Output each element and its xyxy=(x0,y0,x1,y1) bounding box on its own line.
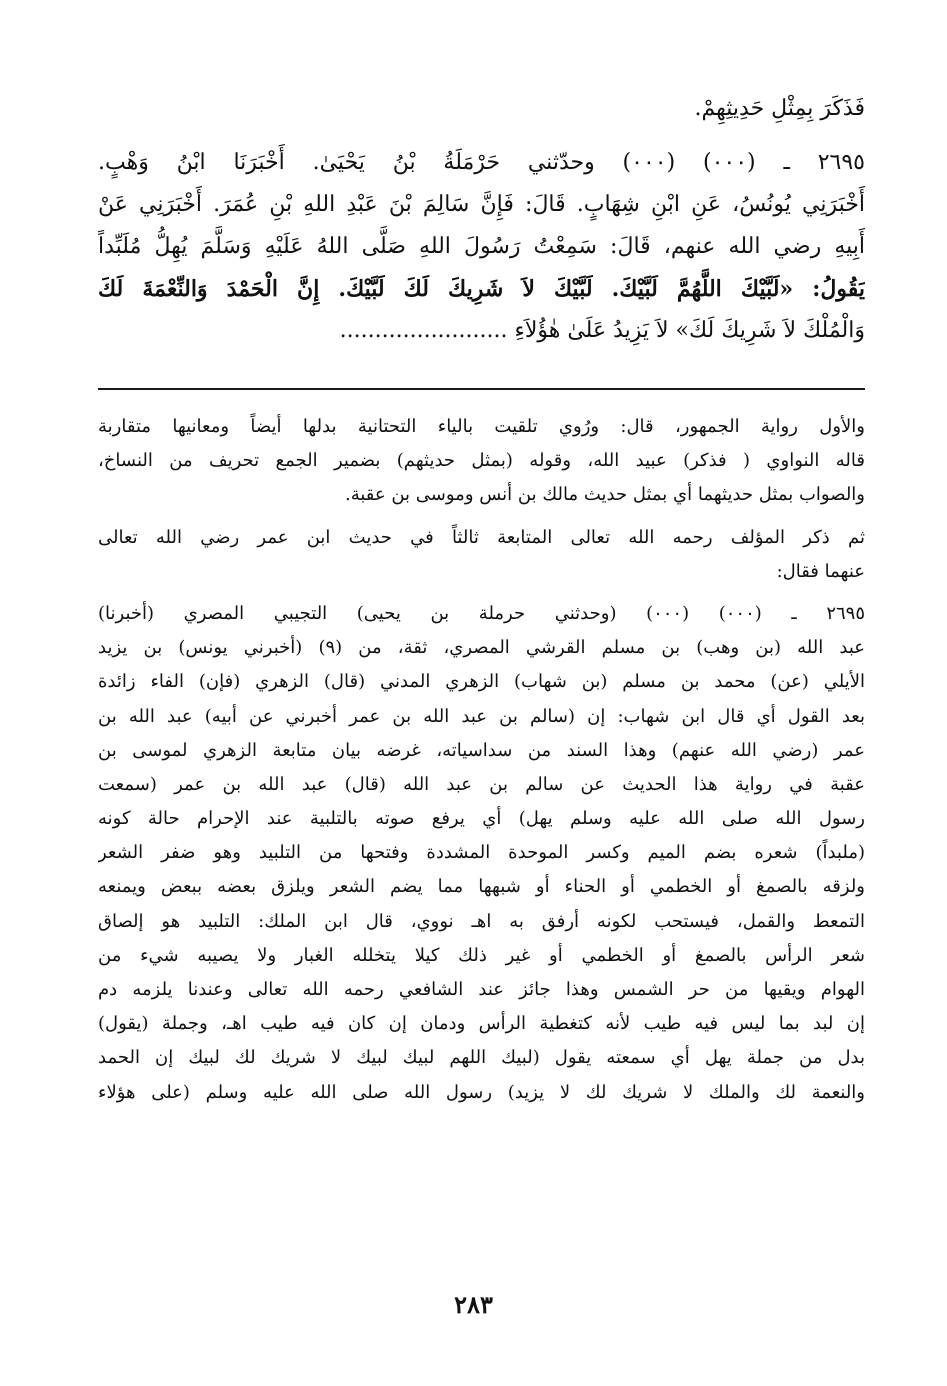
commentary-line: والأول رواية الجمهور، قال: ورُوي تلقيت بالياء التحتانية بدلها أيضاً ومعانيها متقاربة xyxy=(98,416,865,437)
commentary-line: الأيلي (عن) محمد بن مسلم (بن شهاب) الزهري المدني (قال) الزهري (فإن) الفاء زائدة xyxy=(98,671,865,693)
hadith-line: أَخْبَرَنِي يُونُسُ، عَنِ ابْنِ شِهَابٍ. قَالَ: فَإِنَّ سَالِمَ بْنَ عَبْدِ اللهِ بْنِ عُمَرَ. أَخْبَرَنِي عَنْ xyxy=(98,192,865,217)
commentary-line: رسول الله صلى الله عليه وسلم يهل) أي يرفع صوته بالتلبية عند الإحرام حالة كونه xyxy=(98,808,865,830)
hadith-line: أَبِيهِ رضي الله عنهم، قَالَ: سَمِعْتُ رَسُولَ اللهِ صَلَّى اللهُ عَلَيْهِ وَسَلَّمَ يُهِلُّ مُلَبِّداً xyxy=(98,234,865,259)
hadith-block xyxy=(98,142,865,352)
commentary-line: عمر (رضي الله عنهم) وهذا السند من سداسياته، غرضه بيان متابعة الزهري لموسى بن xyxy=(98,739,865,761)
hadith-line: وَالْمُلْكَ لاَ شَرِيكَ لَكَ» لاَ يَزِيدُ عَلَىٰ هٰؤُلاَءِ ........................ xyxy=(339,318,865,343)
commentary-line: ٢٦٩٥ ـ (٠٠٠) (٠٠٠) (وحدثني حرملة بن يحيى) التجيبي المصري (أخبرنا) xyxy=(98,602,865,624)
intro-line: فَذَكَرَ بِمِثْلِ حَدِيثِهِمْ. xyxy=(694,96,865,121)
commentary-line: عقبة في رواية هذا الحديث عن سالم بن عبد الله (قال) عبد الله بن عمر (سمعت xyxy=(98,773,865,795)
section-divider xyxy=(98,388,865,390)
commentary-line: والصواب بمثل حديثهما أي بمثل حديث مالك بن أنس وموسى بن عقبة. xyxy=(344,484,865,506)
commentary-line: التمعط والقمل، فيستحب لكونه أرفق به اهـ نووي، قال ابن الملك: التلبيد هو إلصاق xyxy=(98,910,865,932)
hadith-line: يَقُولُ: «لَبَّيْكَ اللَّهُمَّ لَبَّيْكَ. لَبَّيْكَ لاَ شَرِيكَ لَكَ لَبَّيْكَ. إِنَّ الْحَمْدَ وَالنِّعْمَةَ لَكَ xyxy=(98,276,865,302)
commentary-line: عبد الله (بن وهب) بن مسلم القرشي المصري، ثقة، من (٩) (أخبرني يونس) بن يزيد xyxy=(98,637,865,659)
commentary-line: عنهما فقال: xyxy=(776,560,865,582)
commentary-line: والنعمة لك والملك لا شريك لك لا يزيد) رسول الله صلى الله عليه وسلم (على هؤلاء xyxy=(98,1081,865,1103)
commentary-line: شعر الرأس بالصمغ أو الخطمي أو غير ذلك كيلا يتخلله الغبار ولا يصيبه شيء من xyxy=(98,944,865,966)
hadith-line: ٢٦٩٥ ـ (٠٠٠) (٠٠٠) وحدّثني حَرْمَلَةُ بْنُ يَحْيَىٰ. أَخْبَرَنَا ابْنُ وَهْبٍ. xyxy=(98,150,865,175)
commentary-line: ولزقه بالصمغ أو الخطمي أو الحناء أو شبهها مما يضم الشعر ويلزق بعضه ببعض ويمنعه xyxy=(98,876,865,898)
book-page xyxy=(98,88,865,1110)
commentary-line: الهوام ويقيها من حر الشمس وهذا جائز عند الشافعي رحمه الله تعالى وعندنا يلزمه دم xyxy=(98,979,865,1000)
commentary-line: بدل من جملة يهل أي سمعته يقول (لبيك اللهم لبيك لبيك لا شريك لك لبيك إن الحمد xyxy=(98,1047,865,1069)
commentary-line: ثم ذكر المؤلف رحمه الله تعالى المتابعة ثالثاً في حديث ابن عمر رضي الله تعالى xyxy=(98,526,865,548)
commentary-section xyxy=(98,410,865,1110)
commentary-line: قاله النواوي ( فذكر) عبيد الله، وقوله (بمثل حديثهم) بضمير الجمع تحريف من النساخ، xyxy=(98,450,865,472)
commentary-line: (ملبداً) شعره بضم الميم وكسر الموحدة المشددة وفتحها من التلبيد وهو ضفر الشعر xyxy=(98,842,865,864)
commentary-line: بعد القول أي قال ابن شهاب: إن (سالم بن عبد الله بن عمر أخبرني عن أبيه) عبد الله بن xyxy=(98,705,865,727)
commentary-line: إن لبد بما ليس فيه طيب لأنه كتغطية الرأس ودمان إن كان فيه طيب اهـ، وجملة (يقول) xyxy=(98,1013,865,1035)
page-number: ٢٨٣ xyxy=(454,1290,493,1319)
hadith-text-section xyxy=(98,88,865,352)
